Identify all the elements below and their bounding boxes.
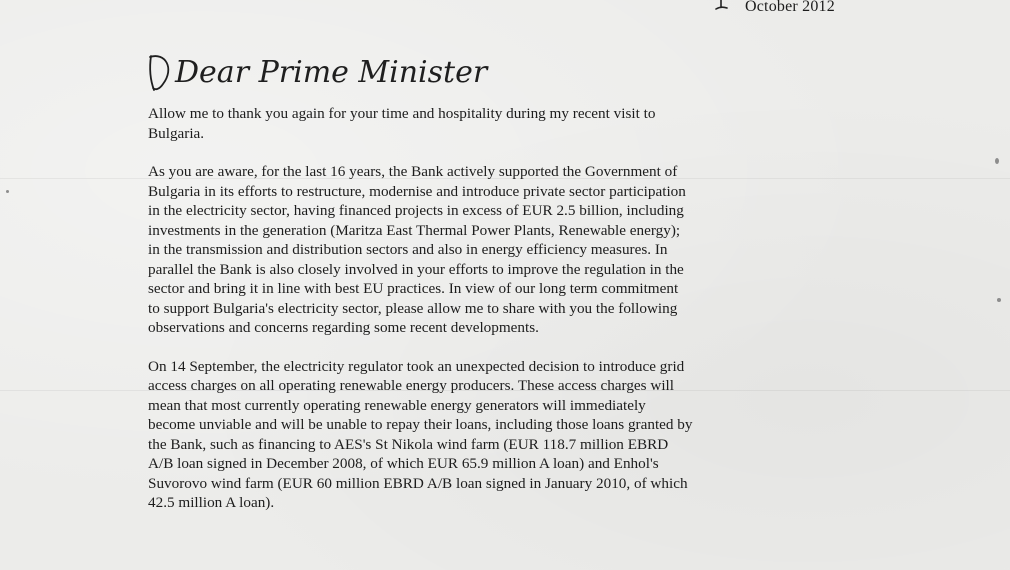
- paper-speck: [995, 158, 999, 164]
- paper-speck: [6, 190, 9, 193]
- handwritten-salutation: [145, 40, 488, 100]
- letter-date: October 2012: [745, 0, 835, 15]
- letter-body: [148, 104, 848, 532]
- paragraph-thanks: Allow me to thank you again for your time and hospitality during my recent visit to Bulgaria.: [148, 105, 656, 142]
- paragraph-regulator-decision: On 14 September, the electricity regulator took an unexpected decision to introduce grid access charges on all operating renewable energy producers. These access charges will mean that most currently operating renewable energy generators will immediately become unviable and will be unable to repay their loans, including those loans granted by the Bank, such as financing to AES's St Nikola wind farm (EUR 118.7 million EBRD A/B loan signed in December 2008, of which EUR 65.9 million A loan) and Enhol's Suvorovo wind farm (EUR 60 million EBRD A/B loan signed in January 2010, of which 42.5 million A loan).: [148, 357, 693, 511]
- handwritten-date-mark: [712, 0, 730, 12]
- paper-speck: [997, 298, 1001, 302]
- paragraph-bank-support: As you are aware, for the last 16 years, the Bank actively supported the Government of Bulgaria in its efforts to restructure, modernise and introduce private sector participation in the electricity sector, having financed projects in excess of EUR 2.5 billion, including investments in the generation (Maritza East Thermal Power Plants, Renewable energy); in the transmission and distribution sectors and also in energy efficiency measures. In parallel the Bank is also closely involved in your efforts to improve the regulation in the sector and bring it in line with best EU practices. In view of our long term commitment to support Bulgaria's electricity sector, please allow me to share with you the following observations and concerns regarding some recent developments.: [148, 163, 686, 336]
- salutation-text: Dear Prime Minister: [175, 55, 488, 90]
